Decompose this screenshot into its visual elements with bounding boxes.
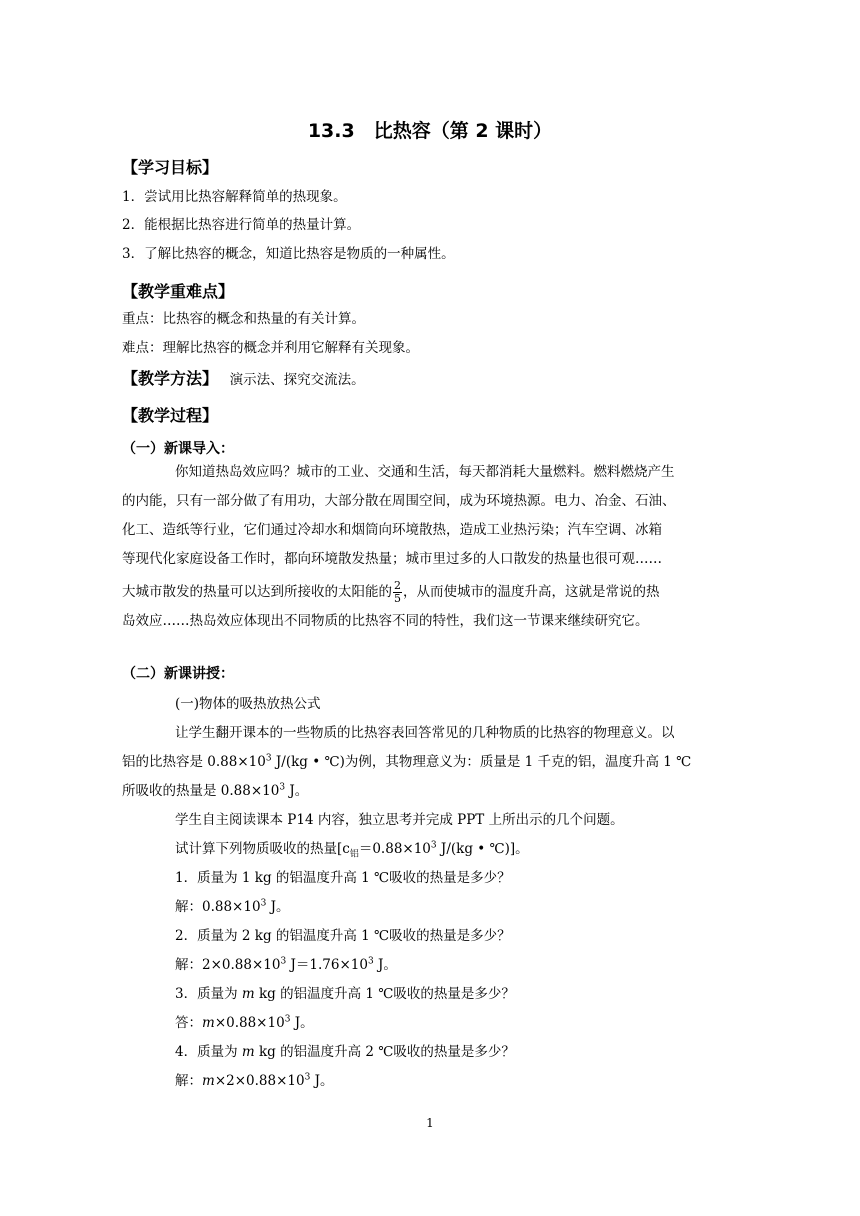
variable-m: m bbox=[202, 1015, 215, 1031]
methods-text: 演示法、探究交流法。 bbox=[229, 372, 365, 388]
exponent: 3 bbox=[367, 956, 374, 967]
exponent: 3 bbox=[304, 1072, 311, 1083]
a1-text-b: J。 bbox=[266, 899, 290, 915]
a2-text-c: J。 bbox=[373, 957, 397, 973]
intro-line-6: 岛效应……热岛效应体现出不同物质的比热容不同的特性，我们这一节课来继续研究它。 bbox=[122, 613, 649, 629]
exponent: 3 bbox=[260, 898, 267, 909]
answer-1 bbox=[175, 895, 290, 915]
fraction-denominator: 5 bbox=[394, 592, 401, 605]
a3-text-c: J。 bbox=[290, 1015, 314, 1031]
a4-text-a: 解： bbox=[175, 1073, 202, 1089]
a3-text-b: ×0.88×10 bbox=[214, 1015, 285, 1031]
subscript-aluminum: 铝 bbox=[349, 849, 359, 860]
p1-l3-text-b: J。 bbox=[285, 783, 309, 799]
methods-heading: 【教学方法】 bbox=[122, 369, 219, 388]
exponent: 3 bbox=[280, 956, 287, 967]
lecture-subheading: (一)物体的吸热放热公式 bbox=[175, 696, 321, 712]
a4-text-c: J。 bbox=[310, 1073, 334, 1089]
fraction-two-fifths bbox=[393, 580, 402, 605]
q4-text-b: kg 的铝温度升高 2 ℃吸收的热量是多少？ bbox=[254, 1044, 515, 1060]
a2-text-a: 解：2×0.88×10 bbox=[175, 957, 281, 973]
intro-frac-after: ，从而使城市的温度升高，这就是常说的热 bbox=[403, 584, 660, 600]
a4-text-b: ×2×0.88×10 bbox=[214, 1073, 305, 1089]
a2-text-b: J＝1.76×10 bbox=[286, 957, 368, 973]
intro-frac-before: 大城市散发的热量可以达到所接收的太阳能的 bbox=[122, 584, 392, 600]
p3-text-b: ＝0.88×10 bbox=[358, 841, 431, 857]
fraction-numerator: 2 bbox=[394, 579, 401, 592]
page-title: 13.3 比热容（第 2 课时） bbox=[307, 120, 553, 142]
exponent: 3 bbox=[430, 840, 437, 851]
answer-4 bbox=[175, 1069, 334, 1089]
lecture-p1-line-1: 让学生翻开课本的一些物质的比热容表回答常见的几种物质的比热容的物理意义。以 bbox=[175, 725, 675, 741]
q4-text-a: 4．质量为 bbox=[175, 1044, 242, 1060]
intro-line-5 bbox=[122, 578, 736, 607]
key-point-important: 重点：比热容的概念和热量的有关计算。 bbox=[122, 311, 365, 327]
q3-text-a: 3．质量为 bbox=[175, 986, 242, 1002]
a1-text-a: 解：0.88×10 bbox=[175, 899, 261, 915]
intro-line-2: 的内能，只有一部分做了有用功，大部分散在周围空间，成为环境热源。电力、冶金、石油、 bbox=[122, 493, 676, 509]
methods-section bbox=[122, 366, 365, 389]
answer-3 bbox=[175, 1011, 314, 1031]
intro-line-3: 化工、造纸等行业，它们通过冷却水和烟筒向环境散热，造成工业热污染；汽车空调、冰箱 bbox=[122, 522, 662, 538]
objectives-heading: 【学习目标】 bbox=[122, 158, 219, 177]
intro-paragraph bbox=[122, 458, 736, 636]
p3-text-c: J/(kg • ℃)]。 bbox=[436, 841, 529, 857]
question-4 bbox=[175, 1040, 515, 1060]
p1-l3-text-a: 所吸收的热量是 0.88×10 bbox=[122, 783, 280, 799]
a3-text-a: 答： bbox=[175, 1015, 202, 1031]
variable-m: m bbox=[241, 1044, 255, 1060]
intro-line-1: 你知道热岛效应吗？城市的工业、交通和生活，每天都消耗大量燃料。燃料燃烧产生 bbox=[175, 464, 675, 480]
variable-m: m bbox=[241, 986, 255, 1002]
lecture-p3 bbox=[175, 837, 529, 860]
lecture-p2: 学生自主阅读课本 P14 内容，独立思考并完成 PPT 上所出示的几个问题。 bbox=[175, 812, 624, 828]
lecture-p1-line-3 bbox=[122, 779, 308, 799]
page-number: 1 bbox=[426, 1116, 434, 1130]
lecture-heading: （二）新课讲授： bbox=[122, 666, 234, 682]
q3-text-b: kg 的铝温度升高 1 ℃吸收的热量是多少？ bbox=[254, 986, 515, 1002]
question-1: 1．质量为 1 kg 的铝温度升高 1 ℃吸收的热量是多少？ bbox=[175, 870, 511, 886]
exponent: 3 bbox=[284, 1014, 291, 1025]
intro-line-4: 等现代化家庭设备工作时，都向环境散发热量；城市里过多的人口散发的热量也很可观…… bbox=[122, 551, 662, 567]
objective-item-3: 3．了解比热容的概念，知道比热容是物质的一种属性。 bbox=[122, 246, 455, 262]
exponent: 3 bbox=[279, 782, 286, 793]
intro-heading: （一）新课导入： bbox=[122, 441, 234, 457]
objective-item-2: 2．能根据比热容进行简单的热量计算。 bbox=[122, 217, 361, 233]
variable-m: m bbox=[202, 1073, 215, 1089]
p1-l2-text-b: J/(kg • ℃)为例，其物理意义为：质量是 1 千克的铝，温度升高 1 ℃ bbox=[271, 754, 692, 770]
lecture-p1-line-2 bbox=[122, 750, 691, 770]
key-point-difficult: 难点：理解比热容的概念并利用它解释有关现象。 bbox=[122, 340, 419, 356]
question-3 bbox=[175, 982, 515, 1002]
objective-item-1: 1．尝试用比热容解释简单的热现象。 bbox=[122, 189, 347, 205]
p3-text-a: 试计算下列物质吸收的热量[c bbox=[175, 841, 350, 857]
process-heading: 【教学过程】 bbox=[122, 406, 219, 425]
p1-l2-text-a: 铝的比热容是 0.88×10 bbox=[122, 754, 266, 770]
answer-2 bbox=[175, 953, 397, 973]
key-points-heading: 【教学重难点】 bbox=[122, 282, 235, 301]
question-2: 2．质量为 2 kg 的铝温度升高 1 ℃吸收的热量是多少？ bbox=[175, 928, 511, 944]
exponent: 3 bbox=[265, 753, 272, 764]
